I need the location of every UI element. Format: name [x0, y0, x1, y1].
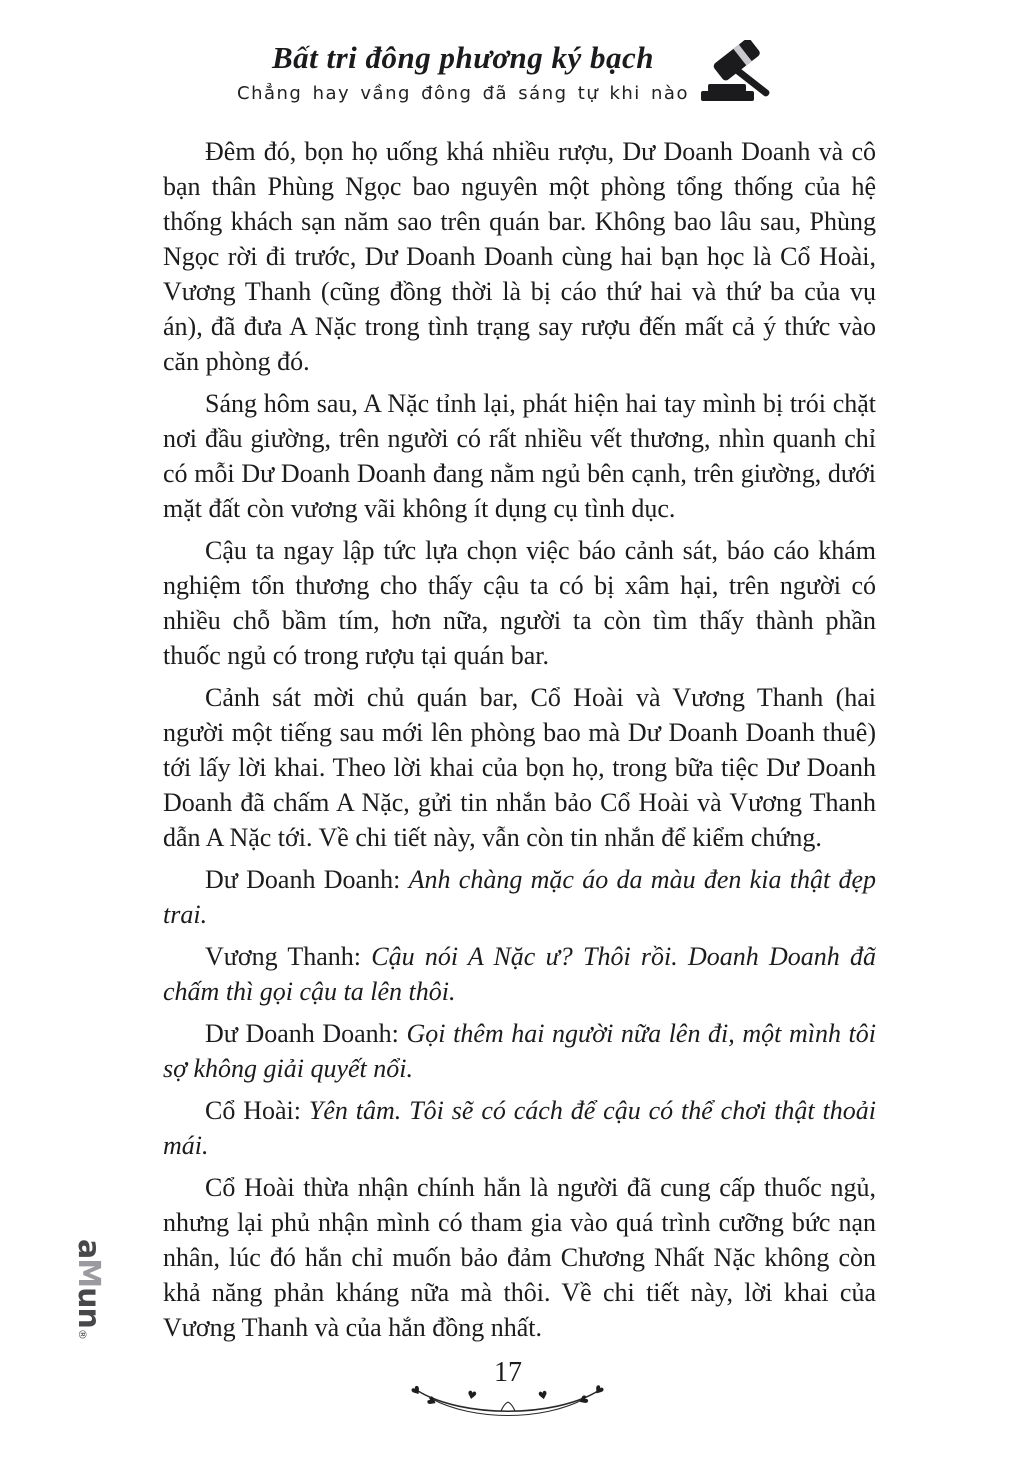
dialogue-quote: Anh chàng mặc áo da màu đen kia thật đẹp trai. [163, 865, 877, 929]
chapter-title-block [237, 40, 689, 104]
dialogue-line [163, 1093, 876, 1163]
dialogue-quote: Cậu nói A Nặc ư? Thôi rồi. Doanh Doanh đã chấm thì gọi cậu ta lên thôi. [163, 942, 876, 1006]
svg-text:♥: ♥ [424, 1393, 441, 1409]
paragraph: Cảnh sát mời chủ quán bar, Cổ Hoài và Vương Thanh (hai người một tiếng sau mới lên phòng bao mà Dư Doanh Doanh thuê) tới lấy lời khai. Theo lời khai của bọn họ, trong bữa tiệc Dư Doanh Doanh đã chấm A Nặc, gửi tin nhắn bảo Cổ Hoài và Vương Thanh dẫn A Nặc tới. Về chi tiết này, vẫn còn tin nhắn để kiểm chứng. [163, 683, 876, 852]
svg-text:♥: ♥ [536, 1388, 550, 1404]
dialogue-line [163, 1016, 876, 1086]
svg-text:♥: ♥ [590, 1382, 607, 1399]
speaker-name: Vương Thanh: [205, 942, 362, 971]
speaker-name: Dư Doanh Doanh: [205, 1019, 399, 1048]
paragraph: Cậu ta ngay lập tức lựa chọn việc báo cảnh sát, báo cáo khám nghiệm tổn thương cho thấy cậu ta có bị xâm hại, trên người có nhiều chỗ bầm tím, hơn nữa, người ta còn tìm thấy thành phần thuốc ngủ có trong rượu tại quán bar. [163, 536, 876, 670]
page-number: 17 [494, 1357, 522, 1388]
dialogue-quote: Yên tâm. Tôi sẽ có cách để cậu có thể chơi thật thoải mái. [163, 1096, 877, 1160]
speaker-name: Cổ Hoài: [205, 1096, 301, 1125]
paragraph: Cổ Hoài thừa nhận chính hắn là người đã cung cấp thuốc ngủ, nhưng lại phủ nhận mình có tham gia vào quá trình cưỡng bức nạn nhân, lúc đó hắn chỉ muốn bảo đảm Chương Nhất Nặc không còn khả năng phản kháng nữa mà thôi. Về chi tiết này, lời khai của Vương Thanh và của hắn đồng nhất. [163, 1173, 876, 1342]
dialogue-quote: Gọi thêm hai người nữa lên đi, một mình tôi sợ không giải quyết nổi. [163, 1019, 876, 1083]
dialogue-line [163, 862, 876, 932]
dialogue-line [163, 939, 876, 1009]
publisher-logo [70, 1239, 106, 1339]
svg-text:♥: ♥ [408, 1382, 425, 1400]
chapter-header [0, 0, 1016, 104]
paragraph: Sáng hôm sau, A Nặc tỉnh lại, phát hiện hai tay mình bị trói chặt nơi đầu giường, trên người có rất nhiều vết thương, nhìn quanh chỉ có mỗi Dư Doanh Doanh đang nằm ngủ bên cạnh, trên giường, dưới mặt đất còn vương vãi không ít dụng cụ tình dục. [163, 389, 876, 523]
logo-letter: M [71, 1258, 106, 1288]
paragraph: Đêm đó, bọn họ uống khá nhiều rượu, Dư Doanh Doanh và cô bạn thân Phùng Ngọc bao nguyên một phòng tổng thống của hệ thống khách sạn năm sao trên quán bar. Không bao lâu sau, Phùng Ngọc rời đi trước, Dư Doanh Doanh cùng hai bạn học là Cổ Hoài, Vương Thanh (cũng đồng thời là bị cáo thứ hai và thứ ba của vụ án), đã đưa A Nặc trong tình trạng say rượu đến mất cả ý thức vào căn phòng đó. [163, 137, 876, 376]
registered-mark: ® [76, 1328, 89, 1339]
gavel-icon [699, 40, 779, 104]
svg-text:♥: ♥ [574, 1392, 592, 1408]
logo-letter: a [71, 1239, 106, 1259]
svg-text:♥: ♥ [465, 1388, 479, 1403]
chapter-subtitle: Chẳng hay vầng đông đã sáng tự khi nào [237, 83, 689, 104]
chapter-title: Bất tri đông phương ký bạch [271, 40, 654, 75]
speaker-name: Dư Doanh Doanh: [205, 865, 401, 894]
logo-letter: un [71, 1287, 106, 1328]
page-footer [0, 1358, 1016, 1420]
page-body [163, 134, 876, 1345]
